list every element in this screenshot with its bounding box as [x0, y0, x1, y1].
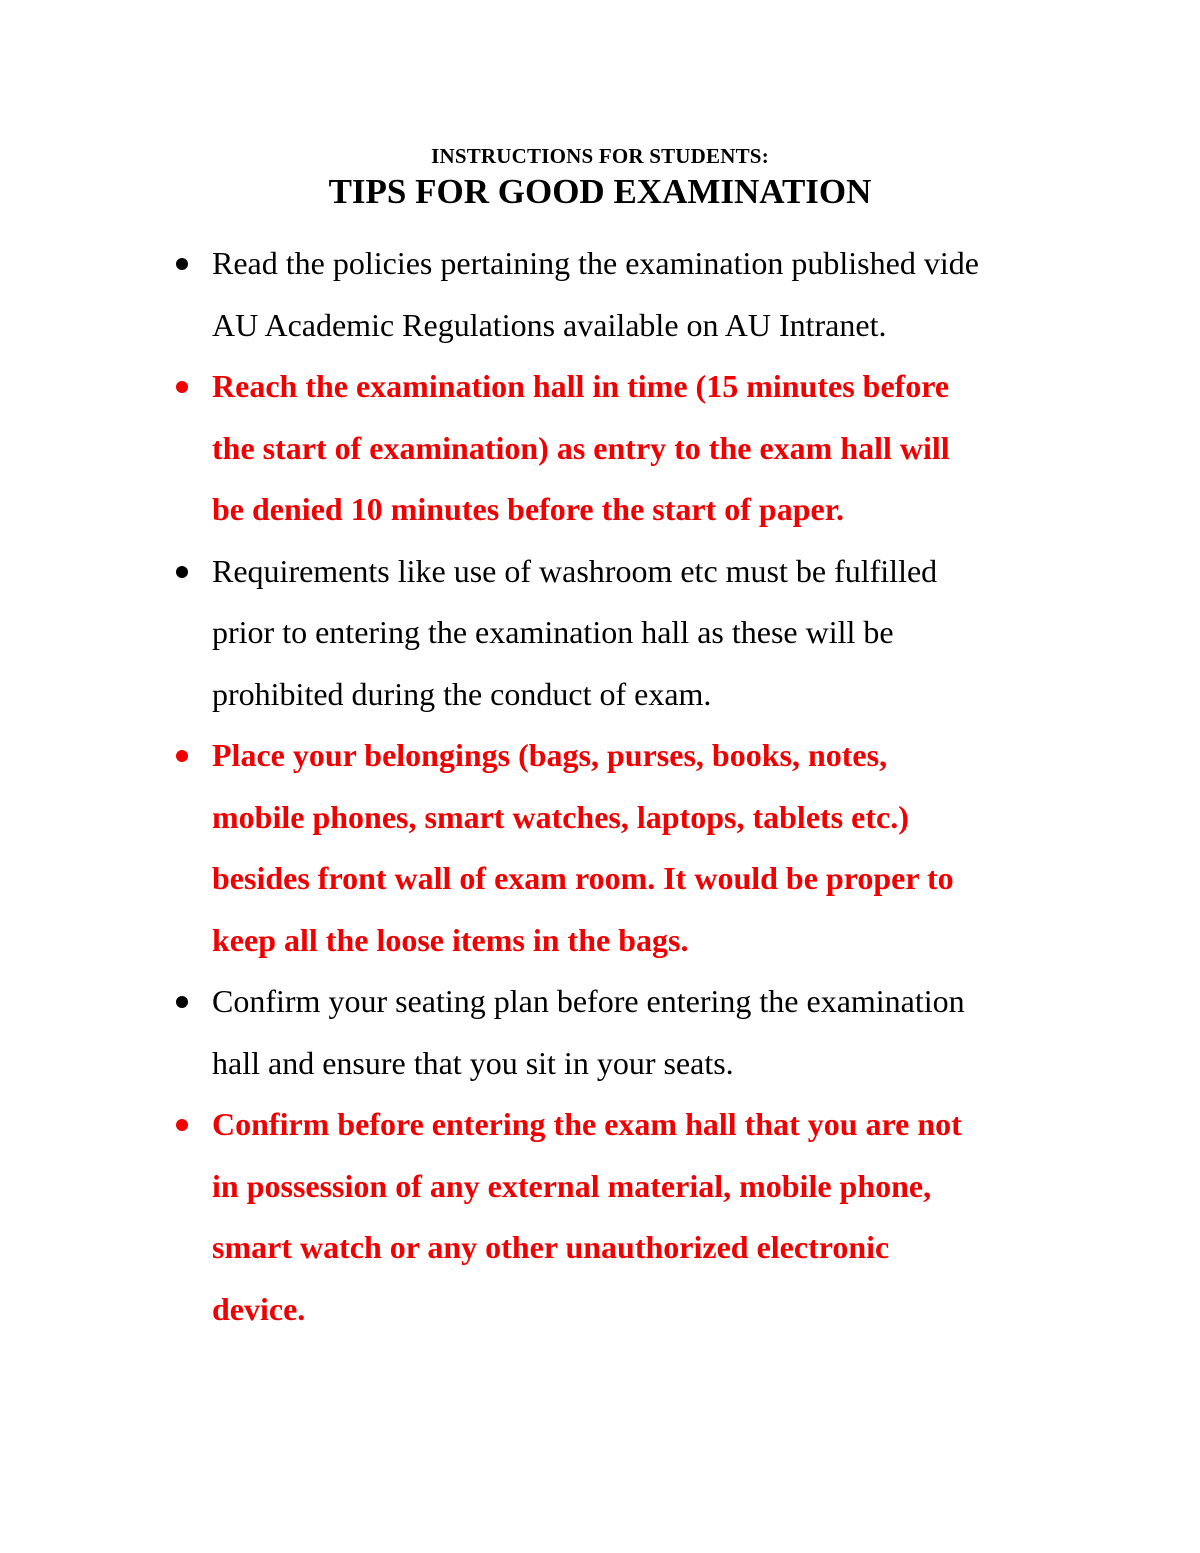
tip-line: keep all the loose items in the bags.	[212, 921, 689, 958]
document-subtitle: INSTRUCTIONS FOR STUDENTS:	[431, 144, 769, 168]
bullet-icon	[176, 1119, 188, 1131]
bullet-icon	[176, 566, 188, 578]
tip-line: Confirm your seating plan before entering the examination	[212, 983, 965, 1019]
tips-list	[0, 233, 1200, 1340]
bullet-icon	[176, 381, 188, 393]
tip-item	[0, 971, 1092, 1094]
tip-line: hall and ensure that you sit in your seats.	[212, 1044, 734, 1081]
tip-line: prior to entering the examination hall as these will be	[212, 614, 894, 650]
tip-item	[0, 541, 1092, 726]
bullet-icon	[176, 750, 188, 762]
tip-line: in possession of any external material, mobile phone,	[212, 1167, 932, 1204]
tip-line: Requirements like use of washroom etc must be fulfilled	[212, 552, 938, 589]
tip-line: AU Academic Regulations available on AU Intranet.	[212, 306, 887, 343]
tip-line: device.	[212, 1290, 306, 1327]
document-title: TIPS FOR GOOD EXAMINATION	[328, 172, 872, 211]
tip-item	[0, 233, 1092, 356]
tip-line: Place your belongings (bags, purses, books, notes,	[212, 737, 888, 773]
tip-line: Confirm before entering the exam hall that you are not	[212, 1106, 962, 1142]
tip-line: Reach the examination hall in time (15 minutes before	[212, 368, 950, 404]
tip-line: besides front wall of exam room. It would be proper to	[212, 860, 954, 896]
tip-item-emphasis	[0, 725, 1092, 971]
tip-item-emphasis	[0, 356, 1092, 541]
tip-line: smart watch or any other unauthorized electronic	[212, 1229, 890, 1265]
tip-line: be denied 10 minutes before the start of paper.	[212, 491, 844, 527]
tip-line: mobile phones, smart watches, laptops, tablets etc.)	[212, 798, 909, 835]
bullet-icon	[176, 996, 188, 1008]
tip-line: Read the policies pertaining the examination published vide	[212, 245, 979, 281]
tip-line: prohibited during the conduct of exam.	[212, 675, 712, 712]
tip-line: the start of examination) as entry to the exam hall will	[212, 429, 950, 466]
tip-item-emphasis	[0, 1094, 1092, 1340]
bullet-icon	[176, 258, 188, 270]
